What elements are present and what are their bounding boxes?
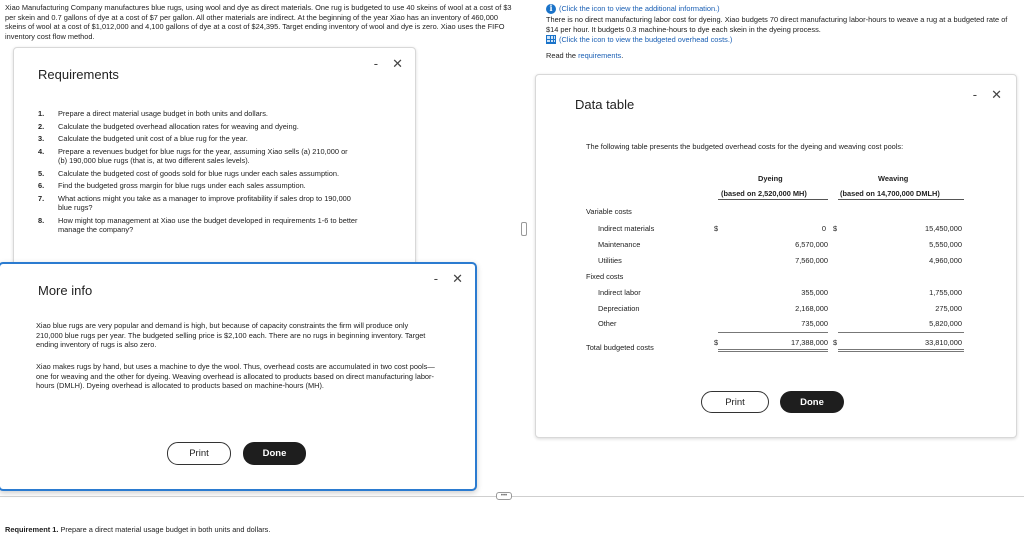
dyeing-value: 2,168,000 (795, 304, 828, 313)
current-requirement: Requirement 1. Prepare a direct material usage budget in both units and dollars. (5, 525, 271, 534)
dyeing-value: 6,570,000 (795, 240, 828, 249)
dollar-sign: $ (833, 224, 838, 233)
more-info-paragraph-1: Xiao blue rugs are very popular and demand is high, but because of capacity constraints the firm will produce only 210,000 blue rugs per year. The budgeted selling price is $2,100 each. There are no rugs in beginning inventory. Target ending inventory of rugs is also zero. (36, 321, 426, 350)
done-button[interactable]: Done (243, 442, 306, 465)
data-table-dialog (535, 74, 1017, 438)
total-dyeing-value: 17,388,000 (791, 338, 828, 347)
expand-handle[interactable]: ••• (496, 492, 512, 500)
close-button[interactable]: ✕ (452, 271, 463, 286)
col-header-dyeing: Dyeing (758, 174, 783, 183)
requirements-dialog (13, 47, 416, 279)
weaving-value: 5,550,000 (929, 240, 962, 249)
list-item: 2. Calculate the budgeted overhead allocation rates for weaving and dyeing. (38, 121, 299, 131)
weaving-value: 1,755,000 (929, 288, 962, 297)
col-header-weaving: Weaving (878, 174, 909, 183)
fixed-costs-header: Fixed costs (586, 272, 624, 281)
more-info-paragraph-2: Xiao makes rugs by hand, but uses a machine to dye the wool. Thus, overhead costs are accumulated in two cost pools—one for weaving and the other for dyeing. Weaving overhead is allocated to products based on direct manufacturing labor-hours (DMLH). Dyeing overhead is allocated to products based on machine-hours (MH). (36, 362, 435, 391)
dollar-sign: $ (833, 338, 838, 347)
right-intro (546, 4, 1018, 60)
minimize-button[interactable]: - (433, 271, 439, 286)
row-label: Indirect materials (598, 224, 655, 233)
row-label: Utilities (598, 256, 622, 265)
close-button[interactable]: ✕ (392, 56, 403, 71)
list-item: 8. How might top management at Xiao use the budget developed in requirements 1-6 to better manage the company? (38, 215, 358, 235)
requirements-window-controls (374, 56, 403, 72)
right-intro-paragraph: There is no direct manufacturing labor cost for dyeing. Xiao budgets 70 direct manufacturing labor-hours to weave a rug at a budgeted rate of $14 per hour. It budgets 0.3 machine-hours to dye each skein in the dyeing process. (546, 15, 1008, 34)
problem-intro: Xiao Manufacturing Company manufactures blue rugs, using wool and dye as direct materials. One rug is budgeted to use 40 skeins of wool at a cost of $3 per skein and 0.7 gallons of dye at a cost of $7 per gallon. All other materials are indirect. At the beginning of the year Xiao has an inventory of 460,000 skeins of wool at a cost of $1,012,000 and 4,100 gallons of dye at a cost of $24,395. Target ending inventory of wool and dye is zero. Xiao uses the FIFO inventory cost flow method. (5, 3, 512, 41)
data-table-description: The following table presents the budgeted overhead costs for the dyeing and weaving cost pools: (586, 142, 904, 151)
weaving-value: 275,000 (935, 304, 962, 313)
requirements-list (38, 109, 358, 238)
dyeing-value: 0 (821, 224, 826, 233)
row-label: Other (598, 319, 617, 328)
list-item: 3. Calculate the budgeted unit cost of a blue rug for the year. (38, 134, 248, 144)
table-icon[interactable] (546, 35, 556, 44)
done-button[interactable]: Done (780, 391, 844, 413)
weaving-value: 4,960,000 (929, 256, 962, 265)
col-header-weaving-basis: (based on 14,700,000 DMLH) (840, 189, 940, 198)
print-button[interactable]: Print (701, 391, 769, 413)
dyeing-value: 7,560,000 (795, 256, 828, 265)
list-item: 4. Prepare a revenues budget for blue rugs for the year, assuming Xiao sells (a) 210,000 or (b) 190,000 blue rugs (that is, at two different sales levels). (38, 146, 348, 166)
list-item: 5. Calculate the budgeted cost of goods sold for blue rugs under each sales assumption. (38, 168, 340, 178)
content-divider (0, 496, 1024, 497)
col-header-dyeing-basis: (based on 2,520,000 MH) (721, 189, 807, 198)
weaving-value: 15,450,000 (925, 224, 962, 233)
additional-info-link[interactable]: i (Click the icon to view the additional information.) (546, 4, 1018, 14)
overhead-costs-link[interactable]: (Click the icon to view the budgeted overhead costs.) (546, 35, 1018, 45)
list-item: 7. What actions might you take as a manager to improve profitability if sales drop to 190,000 blue rugs? (38, 193, 351, 213)
dyeing-value: 355,000 (801, 288, 828, 297)
total-weaving-value: 33,810,000 (925, 338, 962, 347)
more-info-dialog (0, 262, 477, 491)
dollar-sign: $ (714, 224, 719, 233)
more-info-window-controls (434, 271, 463, 287)
data-table-window-controls (973, 87, 1002, 103)
list-item: 6. Find the budgeted gross margin for blue rugs under each sales assumption. (38, 181, 306, 191)
close-button[interactable]: ✕ (991, 87, 1002, 102)
read-requirements-line: Read the requirements. (546, 50, 624, 60)
dyeing-value: 735,000 (801, 319, 828, 328)
print-button[interactable]: Print (167, 442, 231, 465)
dollar-sign: $ (714, 338, 719, 347)
data-table-title: Data table (575, 97, 635, 112)
pane-splitter-handle[interactable] (521, 222, 527, 236)
minimize-button[interactable]: - (373, 56, 379, 71)
total-label: Total budgeted costs (586, 343, 654, 352)
minimize-button[interactable]: - (972, 87, 978, 102)
requirements-title: Requirements (38, 67, 119, 82)
row-label: Maintenance (598, 240, 641, 249)
list-item: 1. Prepare a direct material usage budget in both units and dollars. (38, 109, 268, 118)
weaving-value: 5,820,000 (929, 319, 962, 328)
variable-costs-header: Variable costs (586, 207, 632, 216)
row-label: Indirect labor (598, 288, 641, 297)
row-label: Depreciation (598, 304, 640, 313)
more-info-title: More info (38, 283, 93, 298)
info-icon[interactable]: i (546, 4, 556, 14)
requirements-link[interactable]: requirements (578, 50, 622, 60)
